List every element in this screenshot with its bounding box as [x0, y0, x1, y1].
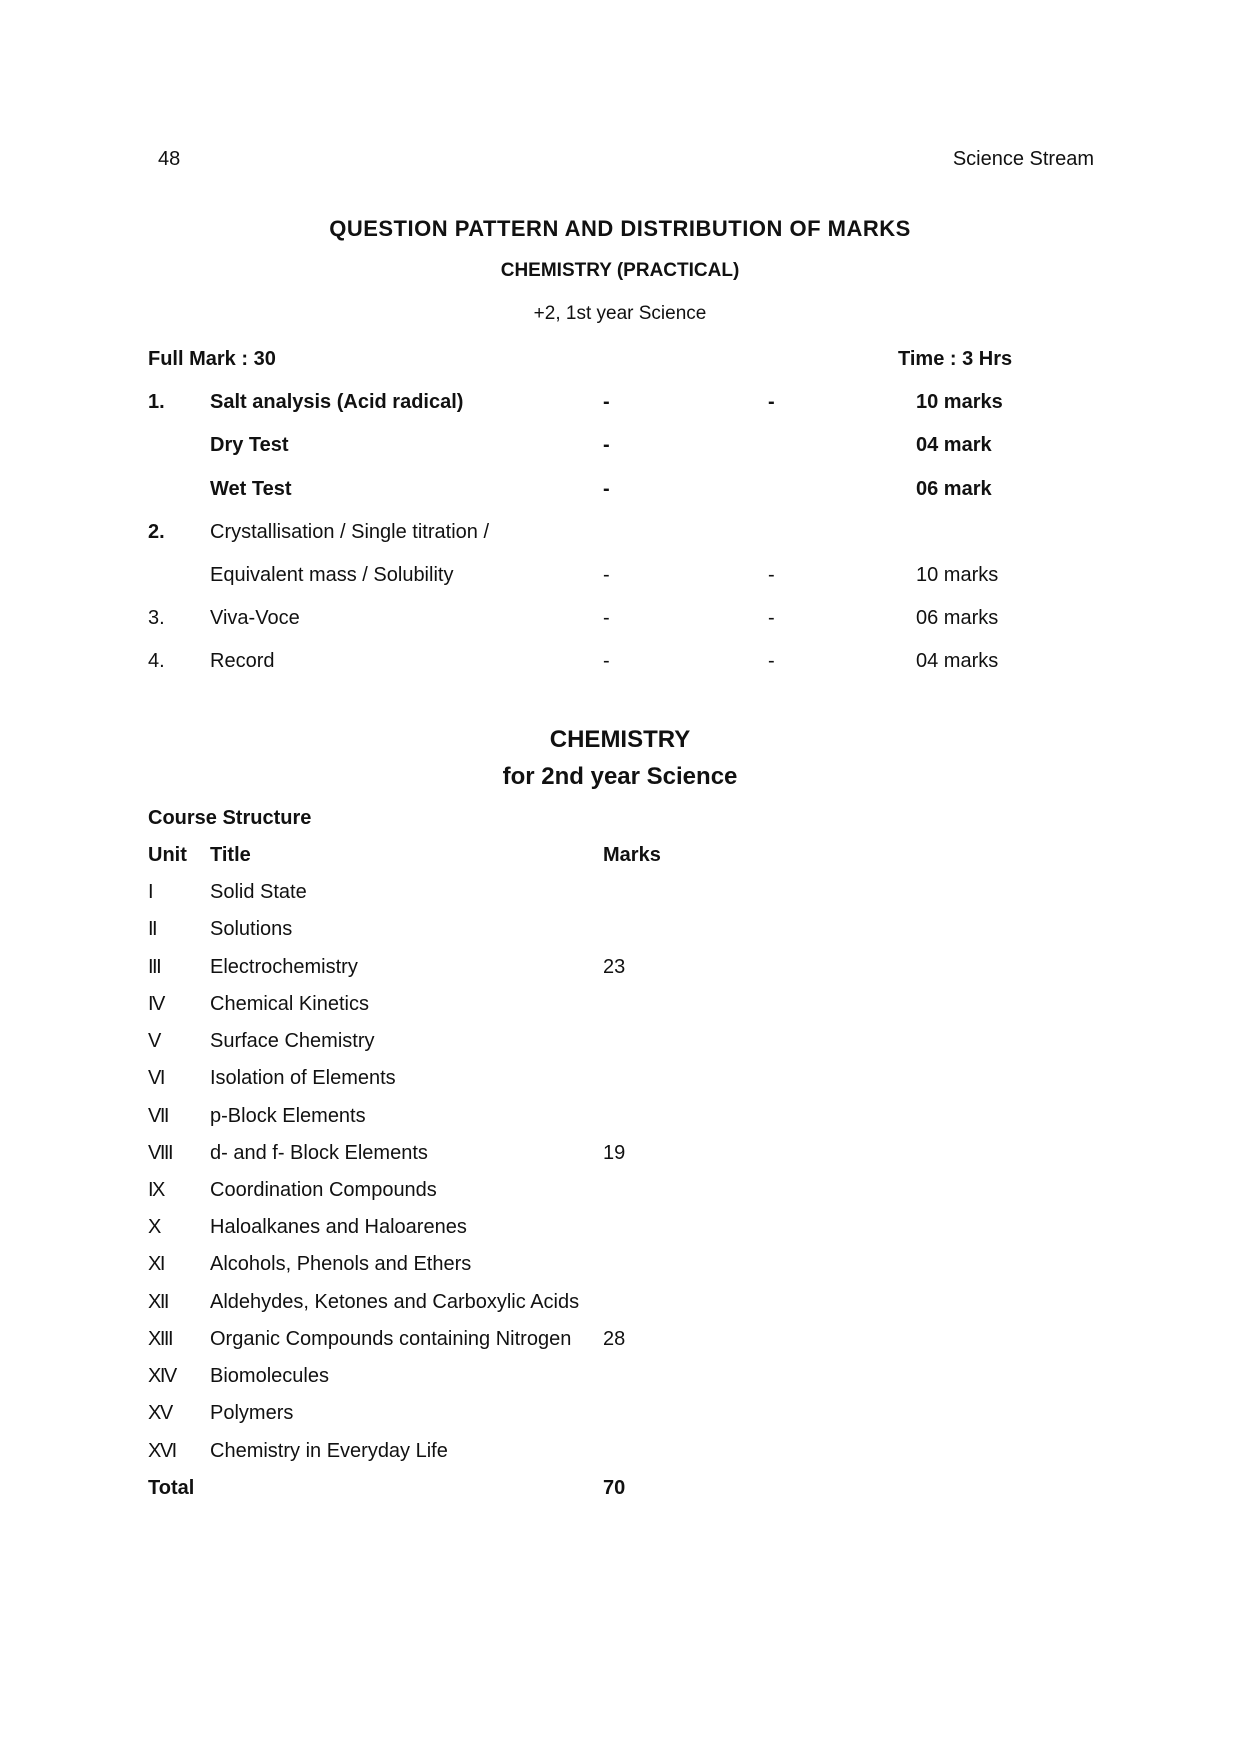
- row-dash: -: [603, 650, 610, 672]
- practical-row: [0, 607, 1240, 637]
- table-row: [0, 1142, 1240, 1172]
- table-row: [0, 1216, 1240, 1246]
- total-marks: 70: [603, 1477, 626, 1499]
- unit-number: XI: [148, 1253, 164, 1275]
- table-row: [0, 881, 1240, 911]
- row-dash: -: [768, 650, 775, 672]
- page-number: 48: [158, 148, 181, 170]
- unit-number: XIII: [148, 1328, 173, 1350]
- practical-row: [0, 521, 1240, 551]
- table-row: [0, 1291, 1240, 1321]
- unit-marks: 23: [603, 956, 626, 978]
- unit-marks: 28: [603, 1328, 626, 1350]
- row-dash: -: [768, 564, 775, 586]
- unit-number: IV: [148, 993, 164, 1015]
- unit-number: X: [148, 1216, 160, 1238]
- total-row: [0, 1477, 1240, 1507]
- unit-title: Alcohols, Phenols and Ethers: [210, 1253, 472, 1275]
- unit-title: Surface Chemistry: [210, 1030, 375, 1052]
- unit-number: VII: [148, 1105, 168, 1127]
- row-dash: -: [603, 607, 610, 629]
- full-mark: Full Mark : 30: [148, 348, 276, 370]
- unit-number: III: [148, 956, 161, 978]
- table-row: [0, 1440, 1240, 1470]
- row-title: Crystallisation / Single titration /: [210, 521, 490, 543]
- unit-number: VIII: [148, 1142, 173, 1164]
- row-number: 3.: [148, 607, 165, 629]
- unit-title: Electrochemistry: [210, 956, 358, 978]
- practical-row: [0, 650, 1240, 680]
- unit-title: Solid State: [210, 881, 307, 903]
- unit-title: Coordination Compounds: [210, 1179, 437, 1201]
- row-title: Equivalent mass / Solubility: [210, 564, 454, 586]
- table-header: [0, 844, 1240, 874]
- table-row: [0, 1067, 1240, 1097]
- row-marks: 04 mark: [916, 434, 992, 456]
- row-title: Dry Test: [210, 434, 289, 456]
- row-number: 2.: [148, 521, 165, 543]
- practical-row: [0, 478, 1240, 508]
- practical-title: QUESTION PATTERN AND DISTRIBUTION OF MARKS: [329, 216, 911, 241]
- row-number: 4.: [148, 650, 165, 672]
- table-row: [0, 1402, 1240, 1432]
- column-header-unit: Unit: [148, 844, 187, 866]
- unit-number: XV: [148, 1402, 172, 1424]
- unit-title: p-Block Elements: [210, 1105, 366, 1127]
- unit-number: I: [148, 881, 153, 903]
- row-number: 1.: [148, 391, 165, 413]
- table-row: [0, 1105, 1240, 1135]
- row-title: Record: [210, 650, 275, 672]
- unit-title: Chemical Kinetics: [210, 993, 369, 1015]
- table-row: [0, 956, 1240, 986]
- unit-title: Chemistry in Everyday Life: [210, 1440, 448, 1462]
- unit-title: Organic Compounds containing Nitrogen: [210, 1328, 572, 1350]
- row-marks: 06 marks: [916, 607, 999, 629]
- row-marks: 10 marks: [916, 391, 1003, 413]
- row-dash: -: [603, 564, 610, 586]
- table-row: [0, 1030, 1240, 1060]
- unit-number: II: [148, 918, 157, 940]
- unit-number: VI: [148, 1067, 164, 1089]
- unit-title: Isolation of Elements: [210, 1067, 396, 1089]
- practical-row: [0, 434, 1240, 464]
- practical-subtitle: CHEMISTRY (PRACTICAL): [500, 260, 740, 281]
- practical-year: +2, 1st year Science: [533, 303, 707, 324]
- theory-title: CHEMISTRY: [549, 726, 691, 753]
- unit-title: Haloalkanes and Haloarenes: [210, 1216, 467, 1238]
- table-row: [0, 1328, 1240, 1358]
- row-marks: 06 mark: [916, 478, 992, 500]
- table-row: [0, 1365, 1240, 1395]
- theory-subtitle: for 2nd year Science: [502, 763, 738, 790]
- practical-row: [0, 391, 1240, 421]
- unit-number: XVI: [148, 1440, 176, 1462]
- unit-title: d- and f- Block Elements: [210, 1142, 428, 1164]
- column-header-marks: Marks: [603, 844, 661, 866]
- table-row: [0, 918, 1240, 948]
- row-dash: -: [768, 391, 775, 413]
- total-label: Total: [148, 1477, 195, 1499]
- running-head: Science Stream: [952, 148, 1094, 170]
- row-title: Viva-Voce: [210, 607, 300, 629]
- row-dash: -: [603, 391, 610, 413]
- table-row: [0, 993, 1240, 1023]
- row-dash: -: [768, 607, 775, 629]
- unit-title: Aldehydes, Ketones and Carboxylic Acids: [210, 1291, 580, 1313]
- column-header-title: Title: [210, 844, 251, 866]
- row-title: Wet Test: [210, 478, 292, 500]
- practical-row: [0, 564, 1240, 594]
- row-title: Salt analysis (Acid radical): [210, 391, 464, 413]
- row-dash: -: [603, 434, 610, 456]
- time-allowed: Time : 3 Hrs: [898, 348, 1013, 370]
- unit-number: XIV: [148, 1365, 176, 1387]
- unit-title: Solutions: [210, 918, 293, 940]
- unit-title: Polymers: [210, 1402, 294, 1424]
- row-marks: 04 marks: [916, 650, 999, 672]
- table-row: [0, 1253, 1240, 1283]
- unit-title: Biomolecules: [210, 1365, 329, 1387]
- unit-number: V: [148, 1030, 160, 1052]
- course-structure-heading: Course Structure: [148, 807, 312, 829]
- table-row: [0, 1179, 1240, 1209]
- row-dash: -: [603, 478, 610, 500]
- unit-marks: 19: [603, 1142, 626, 1164]
- unit-number: XII: [148, 1291, 168, 1313]
- unit-number: IX: [148, 1179, 164, 1201]
- row-marks: 10 marks: [916, 564, 999, 586]
